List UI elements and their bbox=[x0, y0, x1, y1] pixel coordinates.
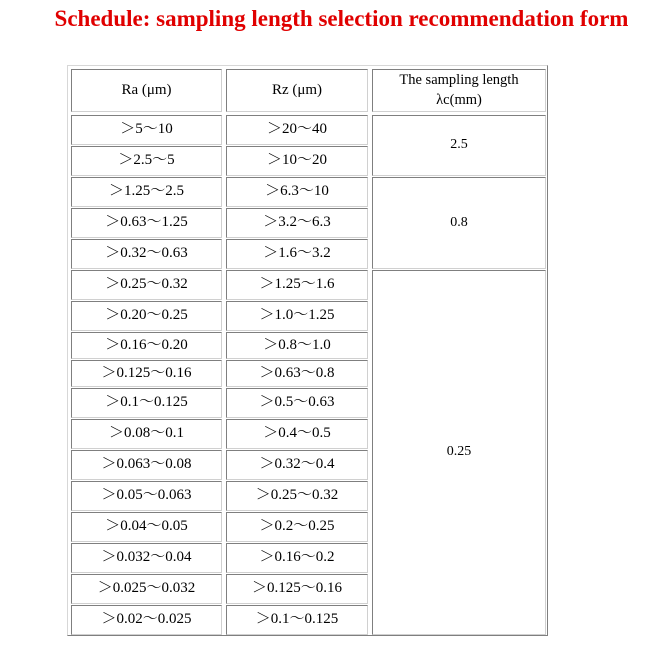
table-cell-ra: ＞2.5～5 bbox=[71, 146, 222, 176]
table-cell-ra: ＞0.063～0.08 bbox=[71, 450, 222, 480]
table-cell-sampling-length: 0.25 bbox=[372, 270, 546, 635]
table-cell-rz: ＞1.6～3.2 bbox=[226, 239, 368, 269]
table-cell-ra: ＞0.08～0.1 bbox=[71, 419, 222, 449]
table-cell-sampling-length: 0.8 bbox=[372, 177, 546, 269]
table-cell-ra: ＞1.25～2.5 bbox=[71, 177, 222, 207]
table-cell-ra: ＞0.32～0.63 bbox=[71, 239, 222, 269]
table-cell-ra: ＞0.63～1.25 bbox=[71, 208, 222, 238]
table-cell-rz: ＞0.63～0.8 bbox=[226, 360, 368, 387]
header-sampling-length bbox=[372, 69, 546, 112]
table-cell-rz: ＞0.4～0.5 bbox=[226, 419, 368, 449]
page-title: Schedule: sampling length selection recommendation form bbox=[54, 6, 629, 31]
table-cell-ra: ＞0.25～0.32 bbox=[71, 270, 222, 300]
table-cell-ra: ＞0.20～0.25 bbox=[71, 301, 222, 331]
header-rz: Rz (μm) bbox=[226, 69, 368, 112]
table-cell-ra: ＞0.04～0.05 bbox=[71, 512, 222, 542]
table-cell-rz: ＞6.3～10 bbox=[226, 177, 368, 207]
table-cell-rz: ＞10～20 bbox=[226, 146, 368, 176]
table-cell-ra: ＞0.02～0.025 bbox=[71, 605, 222, 635]
header-ra: Ra (μm) bbox=[71, 69, 222, 112]
table-cell-ra: ＞0.125～0.16 bbox=[71, 360, 222, 387]
table-cell-ra: ＞0.05～0.063 bbox=[71, 481, 222, 511]
table-cell-rz: ＞20～40 bbox=[226, 115, 368, 145]
table-cell-rz: ＞1.0～1.25 bbox=[226, 301, 368, 331]
table-cell-rz: ＞0.5～0.63 bbox=[226, 388, 368, 418]
table-cell-rz: ＞0.2～0.25 bbox=[226, 512, 368, 542]
header-sampling-length-line1: The sampling length bbox=[399, 71, 519, 88]
table-cell-rz: ＞0.16～0.2 bbox=[226, 543, 368, 573]
table-cell-ra: ＞0.025～0.032 bbox=[71, 574, 222, 604]
table-cell-rz: ＞3.2～6.3 bbox=[226, 208, 368, 238]
table-cell-ra: ＞0.032～0.04 bbox=[71, 543, 222, 573]
table-cell-sampling-length: 2.5 bbox=[372, 115, 546, 176]
table-cell-rz: ＞0.125～0.16 bbox=[226, 574, 368, 604]
table-cell-rz: ＞0.32～0.4 bbox=[226, 450, 368, 480]
table-cell-rz: ＞0.25～0.32 bbox=[226, 481, 368, 511]
table-cell-ra: ＞0.1～0.125 bbox=[71, 388, 222, 418]
table-cell-rz: ＞1.25～1.6 bbox=[226, 270, 368, 300]
sampling-length-table bbox=[67, 65, 548, 636]
table-cell-rz: ＞0.8～1.0 bbox=[226, 332, 368, 359]
table-cell-rz: ＞0.1～0.125 bbox=[226, 605, 368, 635]
table-cell-ra: ＞5～10 bbox=[71, 115, 222, 145]
table-cell-ra: ＞0.16～0.20 bbox=[71, 332, 222, 359]
header-sampling-length-unit: λc(mm) bbox=[436, 91, 482, 108]
